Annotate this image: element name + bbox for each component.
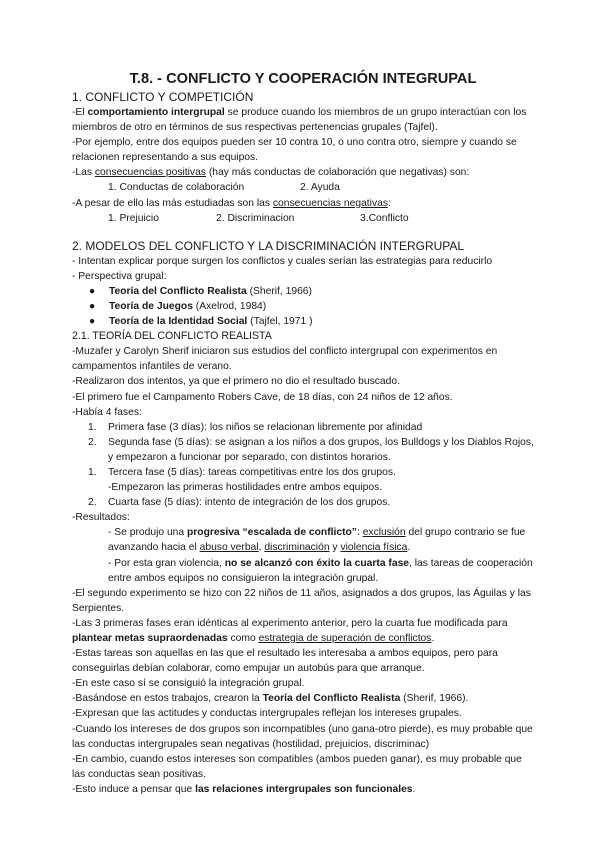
negative-list <box>72 211 534 226</box>
paragraph-two-attempts: -Realizaron dos intentos, ya que el primero no dio el resultado buscado. <box>72 376 400 388</box>
paragraph-attitudes: -Expresan que las actitudes y conductas intergrupales reflejan los intereses grupales. <box>72 708 462 720</box>
bullet-icon: ● <box>89 316 96 328</box>
bold-term: Teoría de la Identidad Social <box>109 316 248 328</box>
phase-text: Cuarta fase (5 días): intento de integración de los dos grupos. <box>108 497 391 509</box>
phase-text: Segunda fase (5 días): se asignan a los niños a dos grupos, los Bulldogs y los Diablos Rojos, y empezaron a funcionar por separado, con distintos horarios. <box>108 436 534 463</box>
text: . <box>431 633 435 644</box>
text: -El <box>72 107 88 118</box>
text: -A pesar de ello las más estudiadas son las <box>72 197 273 209</box>
underlined-term: consecuencias positivas <box>94 167 206 179</box>
underlined-term: violencia física <box>340 542 408 554</box>
phase-text: Tercera fase (5 días): tareas competitivas entre los dos grupos. <box>108 466 396 478</box>
bold-term: Teoría del Conflicto Realista <box>262 693 401 705</box>
phase-number: 2. <box>88 497 97 509</box>
paragraph-intergroup-behavior <box>72 105 534 135</box>
list-item: 1. Conductas de colaboración <box>108 182 245 194</box>
bold-term: comportamiento intergrupal <box>87 107 225 118</box>
paragraph-compatible-interests: -En cambio, cuando estos intereses son compatibles (ambos pueden ganar), es muy probable que las conductas sean positivas. <box>72 753 522 780</box>
list-item: 2. Discriminacion <box>216 212 295 224</box>
bullet-item <box>72 299 534 314</box>
paragraph-example: -Por ejemplo, entre dos equipos pueden ser 10 contra 10, o uno contra otro, siempre y cuando se relacionen representando a sus equipos. <box>72 137 517 164</box>
text: y <box>329 542 341 554</box>
result-item <box>72 525 534 555</box>
paragraph-integration: -En este caso sí se consiguió la integración grupal. <box>72 678 305 690</box>
phase-item <box>72 495 534 510</box>
list-item: 3.Conflicto <box>360 212 409 224</box>
phase-text: Primera fase (3 días): los niños se relacionan libremente por afinidad <box>108 421 423 433</box>
text: -Esto induce a pensar que <box>72 783 196 795</box>
text: , <box>258 542 265 554</box>
underlined-term: exclusión <box>362 527 406 539</box>
text: - Por esta gran violencia, <box>108 557 225 569</box>
bold-term: no se alcanzó con éxito la cuarta fase <box>224 557 410 569</box>
bold-term: las relaciones intergrupales son funcionales <box>195 783 413 795</box>
text: -Las 3 primeras fases eran idénticas al experimento anterior, pero la cuarta fue modificada para <box>72 617 508 629</box>
underlined-term: abuso verbal <box>199 542 259 554</box>
paragraph-second-experiment: -El segundo experimento se hizo con 22 niños de 11 años, asignados a dos grupos, las Águilas y las Serpientes. <box>72 587 531 614</box>
bullet-icon: ● <box>89 285 96 297</box>
text: (Sherif, 1966). <box>400 693 469 705</box>
bullet-item <box>72 284 534 299</box>
text: (hay más conductas de colaboración que negativas) son: <box>205 167 470 179</box>
text: -Basándose en estos trabajos, crearon la <box>72 693 263 705</box>
phase-number: 1. <box>88 421 97 433</box>
text: - Se produjo una <box>108 527 187 539</box>
underlined-term: consecuencias negativas <box>272 197 388 209</box>
document-page <box>72 70 534 797</box>
section-2-heading: 2. MODELOS DEL CONFLICTO Y LA DISCRIMINACIÓN INTERGRUPAL <box>72 238 465 253</box>
paragraph-models-intro: - Intentan explicar porque surgen los conflictos y cuales serían las estrategias para reducirlo <box>72 255 493 267</box>
bold-term: Teoría del Conflicto Realista <box>109 285 247 297</box>
paragraph-four-phases: -Había 4 fases: <box>72 406 142 418</box>
phase-number: 1. <box>88 466 97 478</box>
list-item: 1. Prejuicio <box>108 212 159 224</box>
list-item: 2. Ayuda <box>300 182 340 194</box>
text: se produce cuando los miembros de un grupo interactúan con los miembros de otro en términos de sus respectivas pertenencias grupales (Tajfel). <box>72 107 527 134</box>
paragraph-sherif: -Muzafer y Carolyn Sherif iniciaron sus estudios del conflicto intergrupal con experimentos en campamentos infantiles de verano. <box>72 346 498 373</box>
phase-number: 2. <box>88 436 97 448</box>
text: -Las <box>72 167 95 179</box>
text: : <box>356 527 363 539</box>
bold-term: plantear metas supraordenadas <box>72 633 228 644</box>
positive-list <box>72 180 534 195</box>
paragraph-incompatible-interests: -Cuando los intereses de dos grupos son incompatibles (uno gana-otro pierde), es muy probable que las conductas intergrupales sean negativas (hostilidad, prejuicios, discriminac) <box>72 723 533 750</box>
paragraph-group-perspective: - Perspectiva grupal: <box>72 270 167 282</box>
phase-item <box>72 420 534 435</box>
paragraph-robbers-cave: -El primero fue el Campamento Robers Cave, de 18 días, con 24 niños de 12 años. <box>72 391 453 403</box>
text: , las tareas de cooperación entre ambos equipos no consiguieron la integración grupal. <box>108 557 533 584</box>
bold-term: Teoría de Juegos <box>109 301 193 313</box>
result-item <box>72 556 534 586</box>
bullet-icon: ● <box>89 301 96 313</box>
underlined-term: estrategia de superación de conflictos <box>258 633 432 644</box>
text: (Tajfel, 1971 ) <box>247 316 313 328</box>
phase-subitem: -Empezaron las primeras hostilidades entre ambos equipos. <box>108 482 383 494</box>
text: (Axelrod, 1984) <box>192 301 267 313</box>
paragraph-realistic-theory <box>72 691 534 706</box>
text: (Sherif, 1966) <box>246 285 312 297</box>
paragraph-supraordinate-goals <box>72 616 534 646</box>
text: como <box>227 633 259 644</box>
paragraph-tasks: -Estas tareas son aquellas en las que el resultado les interesaba a ambos equipos, pero para conseguirlas debían colaborar, como empujar un autobús para que arranque. <box>72 648 498 675</box>
document-title: T.8. - CONFLICTO Y COOPERACIÓN INTEGRUPAL <box>129 71 477 87</box>
bold-term: progresiva “escalada de conflicto” <box>187 527 357 539</box>
paragraph-results: -Resultados: <box>72 512 130 524</box>
text: del grupo contrario se fue avanzando hacia el <box>108 527 526 554</box>
section-2-1-heading: 2.1. TEORÍA DEL CONFLICTO REALISTA <box>72 330 272 343</box>
text: : <box>387 197 391 209</box>
paragraph-functional-relations <box>72 782 534 797</box>
underlined-term: discriminación <box>264 542 330 554</box>
section-1-heading: 1. CONFLICTO Y COMPETICIÓN <box>72 90 254 104</box>
phase-item <box>72 435 534 465</box>
bullet-item <box>72 314 534 329</box>
text: . <box>412 783 416 795</box>
phase-item <box>72 465 534 480</box>
text: . <box>407 542 411 554</box>
paragraph-positive-consequences <box>72 165 534 180</box>
paragraph-negative-consequences <box>72 196 534 211</box>
